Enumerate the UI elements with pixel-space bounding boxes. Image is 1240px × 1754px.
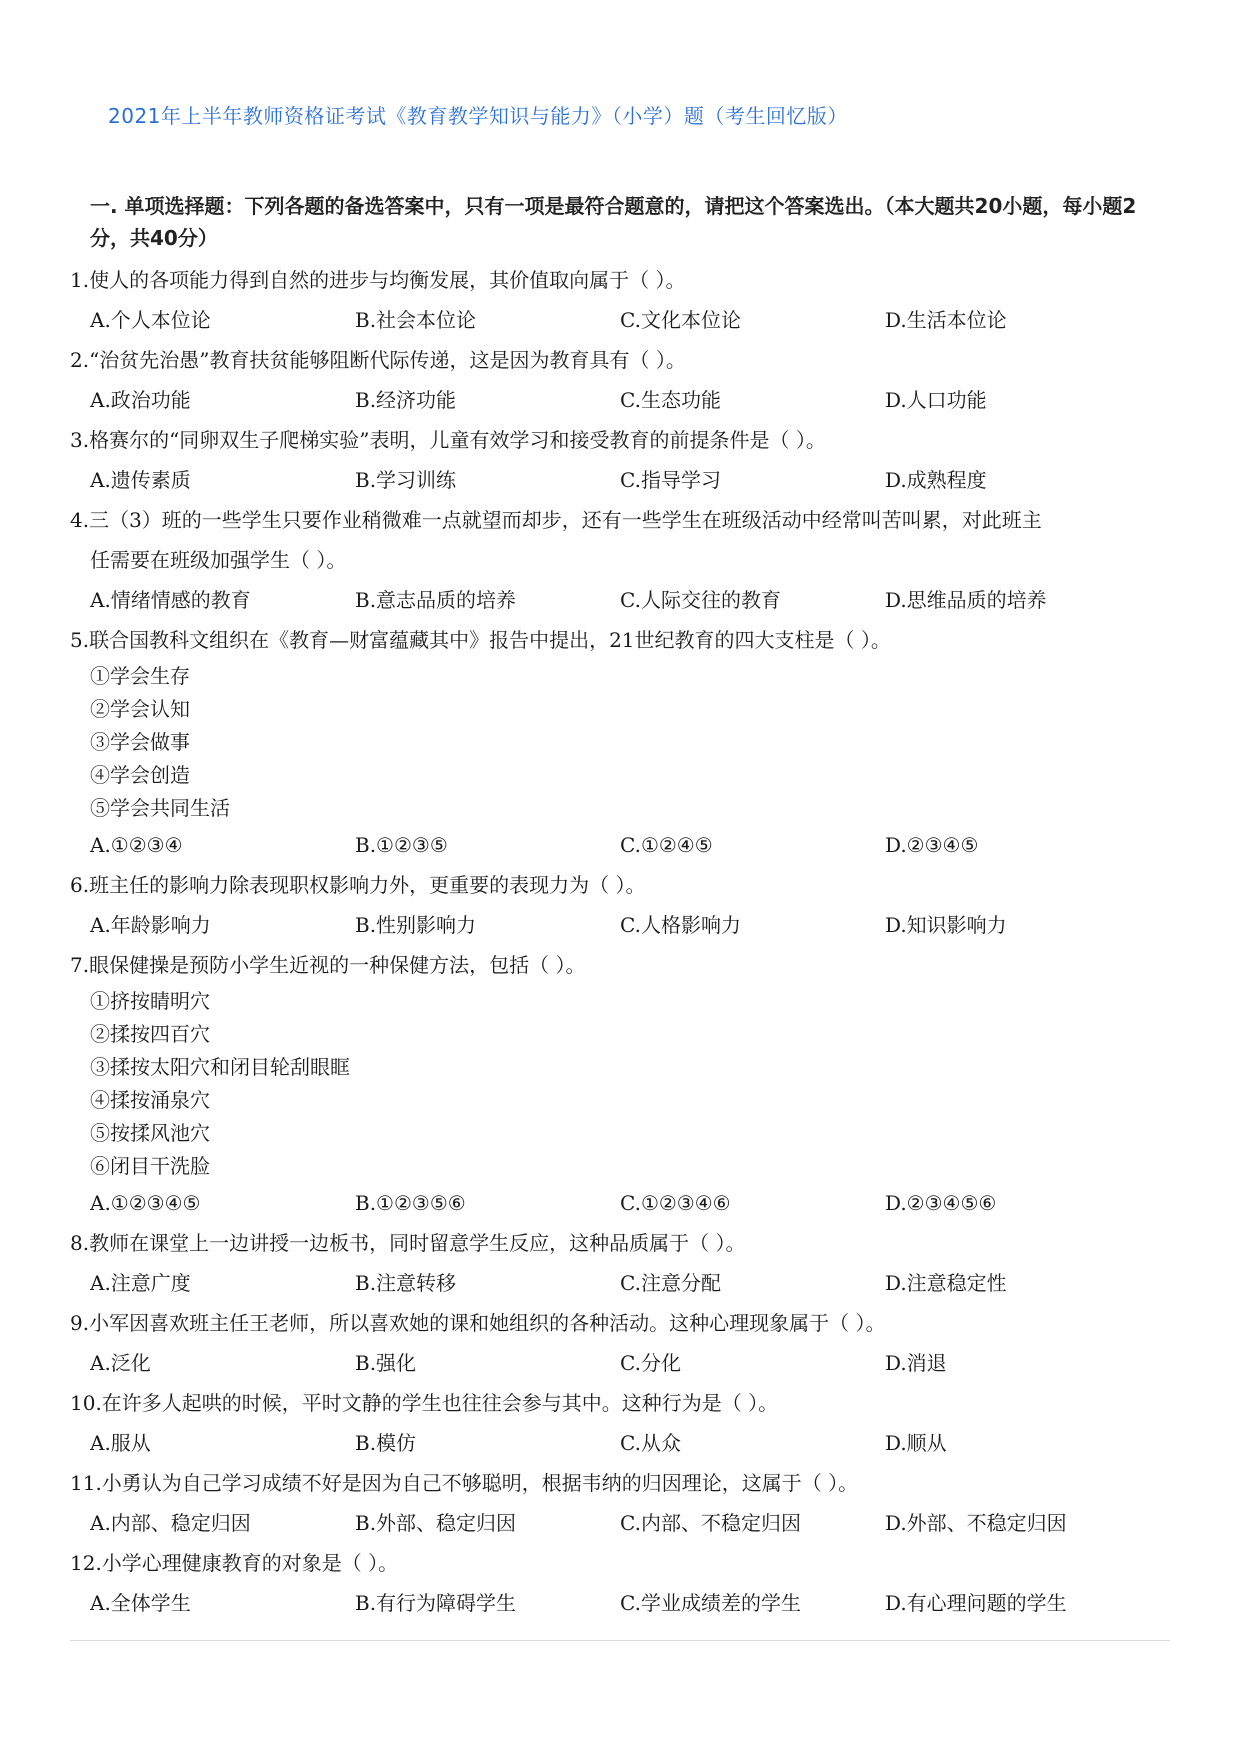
option-row: [70, 1583, 1180, 1623]
option-a: A.泛化: [90, 1351, 151, 1375]
question-11: [70, 1463, 1180, 1543]
option-d: D.有心理问题的学生: [885, 1591, 1067, 1615]
option-a: A.个人本位论: [90, 308, 211, 332]
question-stem: 9.小军因喜欢班主任王老师，所以喜欢她的课和她组织的各种活动。这种心理现象属于（ ）。: [70, 1311, 886, 1335]
option-a: A.全体学生: [90, 1591, 191, 1615]
option-row: [70, 1263, 1180, 1303]
option-d: D.外部、不稳定归因: [885, 1511, 1067, 1535]
sub-item: ⑥闭目干洗脸: [90, 1154, 210, 1178]
option-d: D.②③④⑤: [885, 833, 979, 857]
question-3: [70, 420, 1180, 500]
option-c: C.①②④⑤: [620, 833, 713, 857]
footer-divider: [70, 1640, 1170, 1641]
option-row: [70, 1343, 1180, 1383]
option-d: D.成熟程度: [885, 468, 987, 492]
option-c: C.①②③④⑥: [620, 1191, 731, 1215]
option-c: C.指导学习: [620, 468, 721, 492]
question-2: [70, 340, 1180, 420]
option-b: B.注意转移: [355, 1271, 457, 1295]
option-c: C.注意分配: [620, 1271, 721, 1295]
option-b: B.社会本位论: [355, 308, 477, 332]
option-row: [70, 1183, 1180, 1223]
option-b: B.①②③⑤⑥: [355, 1191, 466, 1215]
option-d: D.思维品质的培养: [885, 588, 1047, 612]
option-a: A.内部、稳定归因: [90, 1511, 251, 1535]
option-d: D.②③④⑤⑥: [885, 1191, 997, 1215]
option-row: [70, 300, 1180, 340]
option-c: C.人际交往的教育: [620, 588, 781, 612]
question-6: [70, 865, 1180, 945]
option-c: C.内部、不稳定归因: [620, 1511, 801, 1535]
option-b: B.强化: [355, 1351, 417, 1375]
question-stem: 2.“治贫先治愚”教育扶贫能够阻断代际传递，这是因为教育具有（ ）。: [70, 348, 686, 372]
option-c: C.学业成绩差的学生: [620, 1591, 801, 1615]
section-heading: 一. 单项选择题：下列各题的备选答案中，只有一项是最符合题意的，请把这个答案选出。（本大题共20小题，每小题2分，共40分）: [90, 194, 1137, 250]
option-c: C.生态功能: [620, 388, 721, 412]
question-12: [70, 1543, 1180, 1623]
option-b: B.外部、稳定归因: [355, 1511, 517, 1535]
question-stem: 10.在许多人起哄的时候，平时文静的学生也往往会参与其中。这种行为是（ ）。: [70, 1391, 779, 1415]
question-stem: 1.使人的各项能力得到自然的进步与均衡发展，其价值取向属于（ ）。: [70, 268, 686, 292]
option-d: D.顺从: [885, 1431, 947, 1455]
question-stem: 8.教师在课堂上一边讲授一边板书，同时留意学生反应，这种品质属于（ ）。: [70, 1231, 746, 1255]
option-d: D.人口功能: [885, 388, 987, 412]
option-b: B.意志品质的培养: [355, 588, 517, 612]
option-b: B.模仿: [355, 1431, 417, 1455]
question-stem: 12.小学心理健康教育的对象是（ ）。: [70, 1551, 399, 1575]
option-a: A.政治功能: [90, 388, 191, 412]
option-b: B.有行为障碍学生: [355, 1591, 517, 1615]
option-b: B.①②③⑤: [355, 833, 448, 857]
option-a: A.①②③④⑤: [90, 1191, 201, 1215]
option-row: [70, 905, 1180, 945]
sub-item: ①挤按睛明穴: [90, 989, 210, 1013]
question-list: [70, 260, 1180, 1623]
option-b: B.学习训练: [355, 468, 457, 492]
question-1: [70, 260, 1180, 340]
question-stem-continued: 任需要在班级加强学生（ ）。: [90, 548, 347, 572]
sub-item: ②揉按四百穴: [90, 1022, 210, 1046]
question-8: [70, 1223, 1180, 1303]
option-row: [70, 1423, 1180, 1463]
option-row: [70, 580, 1180, 620]
option-c: C.人格影响力: [620, 913, 741, 937]
sub-item: ④揉按涌泉穴: [90, 1088, 210, 1112]
sub-item: ④学会创造: [90, 763, 190, 787]
option-b: B.性别影响力: [355, 913, 477, 937]
question-stem: 11.小勇认为自己学习成绩不好是因为自己不够聪明，根据韦纳的归因理论，这属于（ ）。: [70, 1471, 859, 1495]
question-stem: 5.联合国教科文组织在《教育—财富蕴藏其中》报告中提出，21世纪教育的四大支柱是（ ）。: [70, 628, 891, 652]
option-a: A.遗传素质: [90, 468, 191, 492]
option-a: A.服从: [90, 1431, 151, 1455]
option-d: D.知识影响力: [885, 913, 1007, 937]
question-stem: 4.三（3）班的一些学生只要作业稍微难一点就望而却步，还有一些学生在班级活动中经常叫苦叫累，对此班主: [70, 508, 1042, 532]
sub-item: ③揉按太阳穴和闭目轮刮眼眶: [90, 1055, 350, 1079]
question-5: [70, 620, 1180, 865]
option-c: C.分化: [620, 1351, 681, 1375]
option-row: [70, 825, 1180, 865]
sub-item: ③学会做事: [90, 730, 190, 754]
question-stem: 6.班主任的影响力除表现职权影响力外，更重要的表现力为（ ）。: [70, 873, 646, 897]
page-title: 2021年上半年教师资格证考试《教育教学知识与能力》（小学）题（考生回忆版）: [108, 104, 848, 128]
option-row: [70, 380, 1180, 420]
sub-item: ①学会生存: [90, 664, 190, 688]
question-stem: 7.眼保健操是预防小学生近视的一种保健方法，包括（ ）。: [70, 953, 586, 977]
option-row: [70, 460, 1180, 500]
option-a: A.年龄影响力: [90, 913, 211, 937]
option-b: B.经济功能: [355, 388, 457, 412]
question-7: [70, 945, 1180, 1223]
option-a: A.注意广度: [90, 1271, 191, 1295]
option-d: D.生活本位论: [885, 308, 1007, 332]
option-d: D.注意稳定性: [885, 1271, 1007, 1295]
option-a: A.情绪情感的教育: [90, 588, 251, 612]
question-4: [70, 500, 1180, 620]
sub-item: ⑤学会共同生活: [90, 796, 230, 820]
sub-item: ⑤按揉风池穴: [90, 1121, 210, 1145]
sub-item: ②学会认知: [90, 697, 190, 721]
option-a: A.①②③④: [90, 833, 183, 857]
option-c: C.从众: [620, 1431, 681, 1455]
question-stem: 3.格赛尔的“同卵双生子爬梯实验”表明，儿童有效学习和接受教育的前提条件是（ ）。: [70, 428, 826, 452]
option-d: D.消退: [885, 1351, 947, 1375]
option-c: C.文化本位论: [620, 308, 741, 332]
option-row: [70, 1503, 1180, 1543]
question-9: [70, 1303, 1180, 1383]
question-10: [70, 1383, 1180, 1463]
